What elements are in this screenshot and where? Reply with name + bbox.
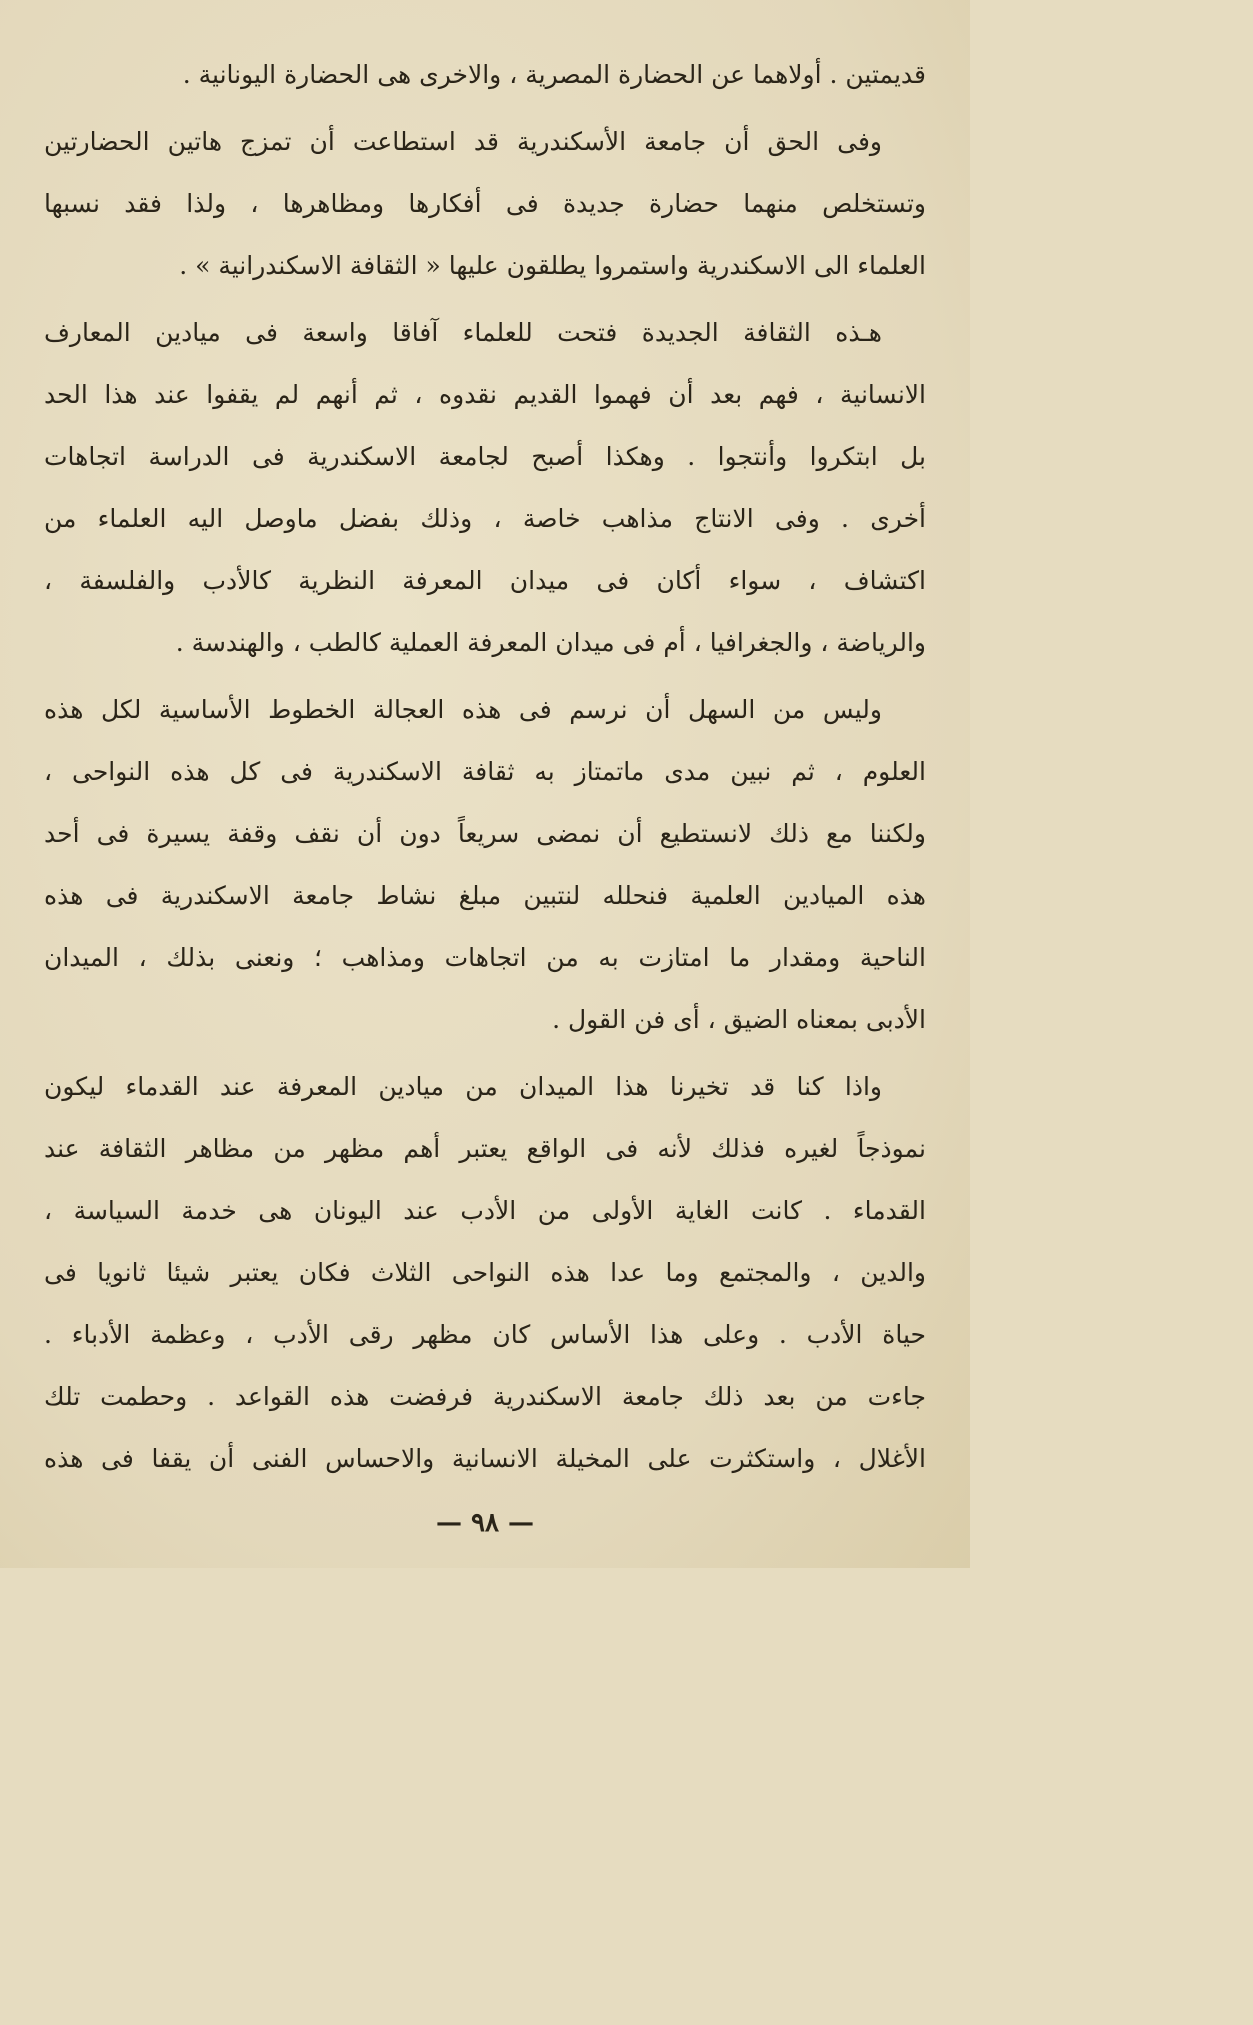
text-line: بل ابتكروا وأنتجوا . وهكذا أصبح لجامعة الاسكندرية فى الدراسة اتجاهات — [44, 442, 926, 471]
text-line: أخرى . وفى الانتاج مذاهب خاصة ، وذلك بفضل ماوصل اليه العلماء من — [44, 504, 926, 533]
text-line: الأغلال ، واستكثرت على المخيلة الانسانية والاحساس الفنى أن يقفا فى هذه — [44, 1444, 926, 1473]
text-line: وليس من السهل أن نرسم فى هذه العجالة الخطوط الأساسية لكل هذه — [44, 695, 882, 724]
text-line: والدين ، والمجتمع وما عدا هذه النواحى الثلاث فكان يعتبر شيئا ثانويا فى — [44, 1258, 926, 1287]
text-line: هـذه الثقافة الجديدة فتحت للعلماء آفاقا واسعة فى ميادين المعارف — [44, 318, 882, 347]
text-line: وفى الحق أن جامعة الأسكندرية قد استطاعت أن تمزج هاتين الحضارتين — [44, 127, 882, 156]
text-line: حياة الأدب . وعلى هذا الأساس كان مظهر رقى الأدب ، وعظمة الأدباء . — [44, 1320, 926, 1349]
text-line: هذه الميادين العلمية فنحلله لنتبين مبلغ نشاط جامعة الاسكندرية فى هذه — [44, 881, 926, 910]
text-line: الأدبى بمعناه الضيق ، أى فن القول . — [552, 1005, 926, 1034]
text-line: والرياضة ، والجغرافيا ، أم فى ميدان المعرفة العملية كالطب ، والهندسة . — [175, 628, 926, 657]
text-line: وتستخلص منهما حضارة جديدة فى أفكارها ومظاهرها ، ولذا فقد نسبها — [44, 189, 926, 218]
text-line: الناحية ومقدار ما امتازت به من اتجاهات ومذاهب ؛ ونعنى بذلك ، الميدان — [44, 943, 926, 972]
text-line: قديمتين . أولاهما عن الحضارة المصرية ، والاخرى هى الحضارة اليونانية . — [182, 60, 926, 89]
text-line: العلوم ، ثم نبين مدى ماتمتاز به ثقافة الاسكندرية فى كل هذه النواحى ، — [44, 757, 926, 786]
text-line: واذا كنا قد تخيرنا هذا الميدان من ميادين المعرفة عند القدماء ليكون — [44, 1072, 882, 1101]
text-line: القدماء . كانت الغاية الأولى من الأدب عند اليونان هى خدمة السياسة ، — [44, 1196, 926, 1225]
page-body — [44, 44, 926, 1490]
page-number: — ٩٨ — — [435, 1508, 535, 1538]
text-line: نموذجاً لغيره فذلك لأنه فى الواقع يعتبر أهم مظهر من مظاهر الثقافة عند — [44, 1134, 926, 1163]
text-line: اكتشاف ، سواء أكان فى ميدان المعرفة النظرية كالأدب والفلسفة ، — [44, 566, 926, 595]
text-line: الانسانية ، فهم بعد أن فهموا القديم نقدوه ، ثم أنهم لم يقفوا عند هذا الحد — [44, 380, 926, 409]
text-line: جاءت من بعد ذلك جامعة الاسكندرية فرفضت هذه القواعد . وحطمت تلك — [44, 1382, 926, 1411]
text-line: العلماء الى الاسكندرية واستمروا يطلقون عليها « الثقافة الاسكندرانية » . — [179, 251, 926, 280]
text-line: ولكننا مع ذلك لانستطيع أن نمضى سريعاً دون أن نقف وقفة يسيرة فى أحد — [44, 819, 926, 848]
